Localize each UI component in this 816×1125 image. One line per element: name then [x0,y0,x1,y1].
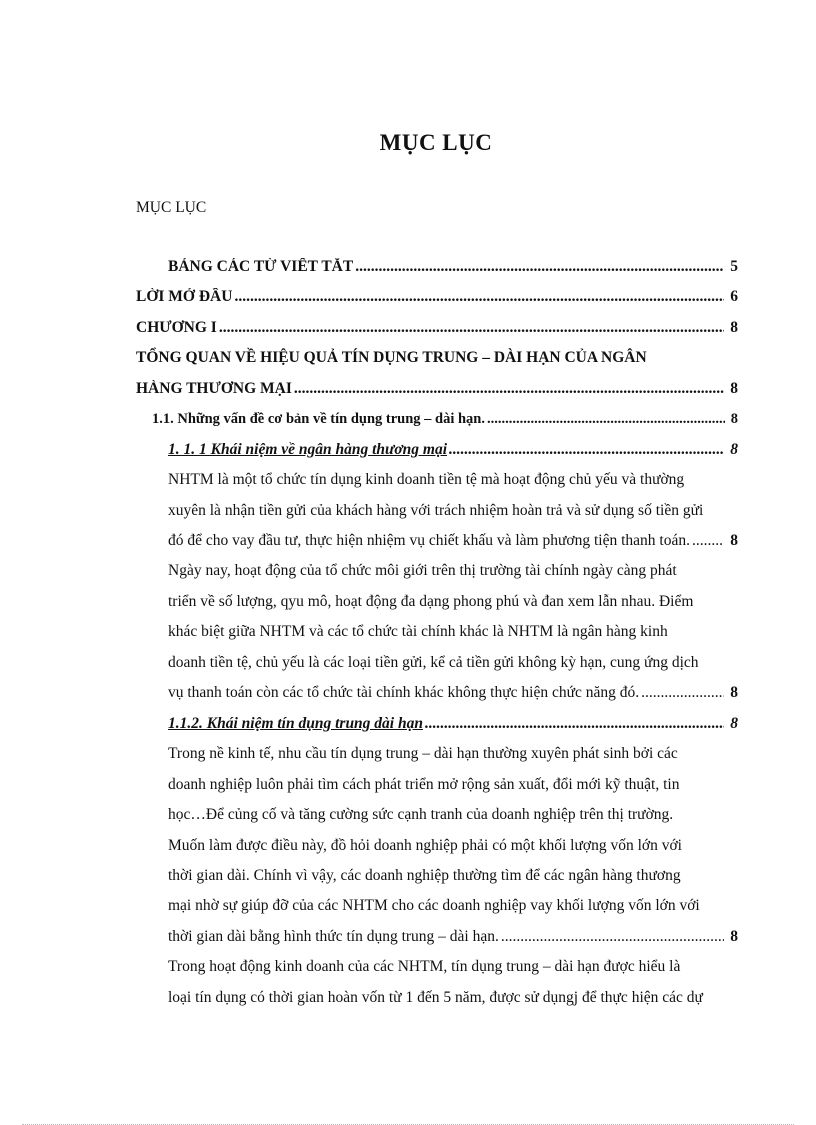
paragraph-line: NHTM là một tổ chức tín dụng kinh doanh tiền tệ mà hoạt động chủ yếu và thường [168,471,685,488]
toc-entry-section-1-1-2[interactable] [168,715,738,733]
toc-entry-medium-long-term-credit[interactable] [168,928,738,946]
toc-entry-overview[interactable] [136,380,738,398]
toc-entry-section-1-1[interactable] [152,411,738,428]
paragraph-line: Trong hoạt động kinh doanh của các NHTM, tín dụng trung – dài hạn được hiểu là [168,958,681,975]
paragraph-line: doanh nghiệp luôn phải tìm cách phát triển mở rộng sản xuất, đổi mới kỹ thuật, tin [168,776,680,793]
paragraph-line: thời gian dài. Chính vì vậy, các doanh nghiệp thường tìm để các ngân hàng thương [168,867,681,884]
toc-entry-introduction[interactable] [136,288,738,306]
toc-entry-section-1-1-1[interactable] [168,441,738,459]
paragraph-line: Trong nề kinh tế, nhu cầu tín dụng trung – dài hạn thường xuyên phát sinh bởi các [168,745,678,762]
toc-page-number: 8 [730,928,738,945]
leader-dots [641,684,724,702]
toc-page-number: 5 [730,258,738,275]
toc-heading: MỤC LỤC [136,199,207,216]
toc-entry-text: LỜI MỞ ĐẦU [136,288,233,305]
toc-entry-abbreviations[interactable] [168,258,738,276]
toc-entry-text: HÀNG THƯƠNG MẠI [136,380,292,397]
toc-page-number: 8 [730,380,738,397]
toc-entry-text: 1. 1. 1 Khái niệm về ngân hàng thương mại [168,441,448,458]
leader-dots [487,411,725,428]
paragraph-line: doanh tiền tệ, chủ yếu là các loại tiền gửi, kể cả tiền gửi không kỳ hạn, cung ứng dịch [168,654,699,671]
paragraph-line: học…Để củng cố và tăng cường sức cạnh tranh của doanh nghiệp trên thị trường. [168,806,674,823]
toc-page-number: 6 [730,288,738,305]
toc-entry-text: thời gian dài bằng hình thức tín dụng trung – dài hạn. [168,928,499,945]
toc-page-number: 8 [730,715,738,732]
paragraph-line: triển về số lượng, qyu mô, hoạt động đa dạng phong phú và đan xem lẫn nhau. Điểm [168,593,694,610]
toc-page-number: 8 [730,319,738,336]
toc-entry-nhtm-definition[interactable] [168,532,738,550]
leader-dots [355,258,724,276]
leader-dots [294,380,724,398]
toc-entry-text: đó để cho vay đầu tư, thực hiện nhiệm vụ chiết khấu và làm phương tiện thanh toán. [168,532,690,549]
toc-entry-chapter-1[interactable] [136,319,738,337]
paragraph-line: mại nhờ sự giúp đỡ của các NHTM cho các doanh nghiệp vay khối lượng vốn lớn với [168,897,700,914]
toc-page-number: 8 [730,532,738,549]
toc-page-number: 8 [730,441,738,458]
document-title: MỤC LỤC [379,130,493,155]
paragraph-line: xuyên là nhận tiền gửi của khách hàng với trách nhiệm hoàn trả và sử dụng số tiền gửi [168,502,704,519]
toc-entry-text: 1.1. Những vấn đề cơ bản về tín dụng trung – dài hạn. [152,411,485,427]
leader-dots [501,928,724,946]
leader-dots [234,288,724,306]
toc-entry-financial-brokers[interactable] [168,684,738,702]
toc-entry-text: CHƯƠNG I [136,319,217,336]
leader-dots [692,532,724,550]
paragraph-line: loại tín dụng có thời gian hoàn vốn từ 1 đến 5 năm, được sử dụngj để thực hiện các dự [168,989,703,1006]
toc-entry-text: 1.1.2. Khái niệm tín dụng trung dài hạn [168,715,423,732]
leader-dots [449,441,724,459]
leader-dots [219,319,724,337]
toc-page-number: 8 [730,411,738,427]
paragraph-line: Muốn làm được điều này, đồ hỏi doanh nghiệp phải có một khối lượng vốn lớn với [168,837,682,854]
toc-entry-overview-line1[interactable]: TỔNG QUAN VỀ HIỆU QUẢ TÍN DỤNG TRUNG – DÀI HẠN CỦA NGÂN [136,349,647,366]
toc-page-number: 8 [730,684,738,701]
leader-dots [425,715,724,733]
paragraph-line: khác biệt giữa NHTM và các tổ chức tài chính khác là NHTM là ngân hàng kinh [168,623,668,640]
toc-entry-text: BẢNG CÁC TỪ VIẾT TẮT [168,258,354,275]
paragraph-line: Ngày nay, hoạt động của tổ chức môi giới trên thị trường tài chính ngày càng phát [168,562,677,579]
toc-entry-text: vụ thanh toán còn các tổ chức tài chính khác không thực hiện chức năng đó. [168,684,640,701]
